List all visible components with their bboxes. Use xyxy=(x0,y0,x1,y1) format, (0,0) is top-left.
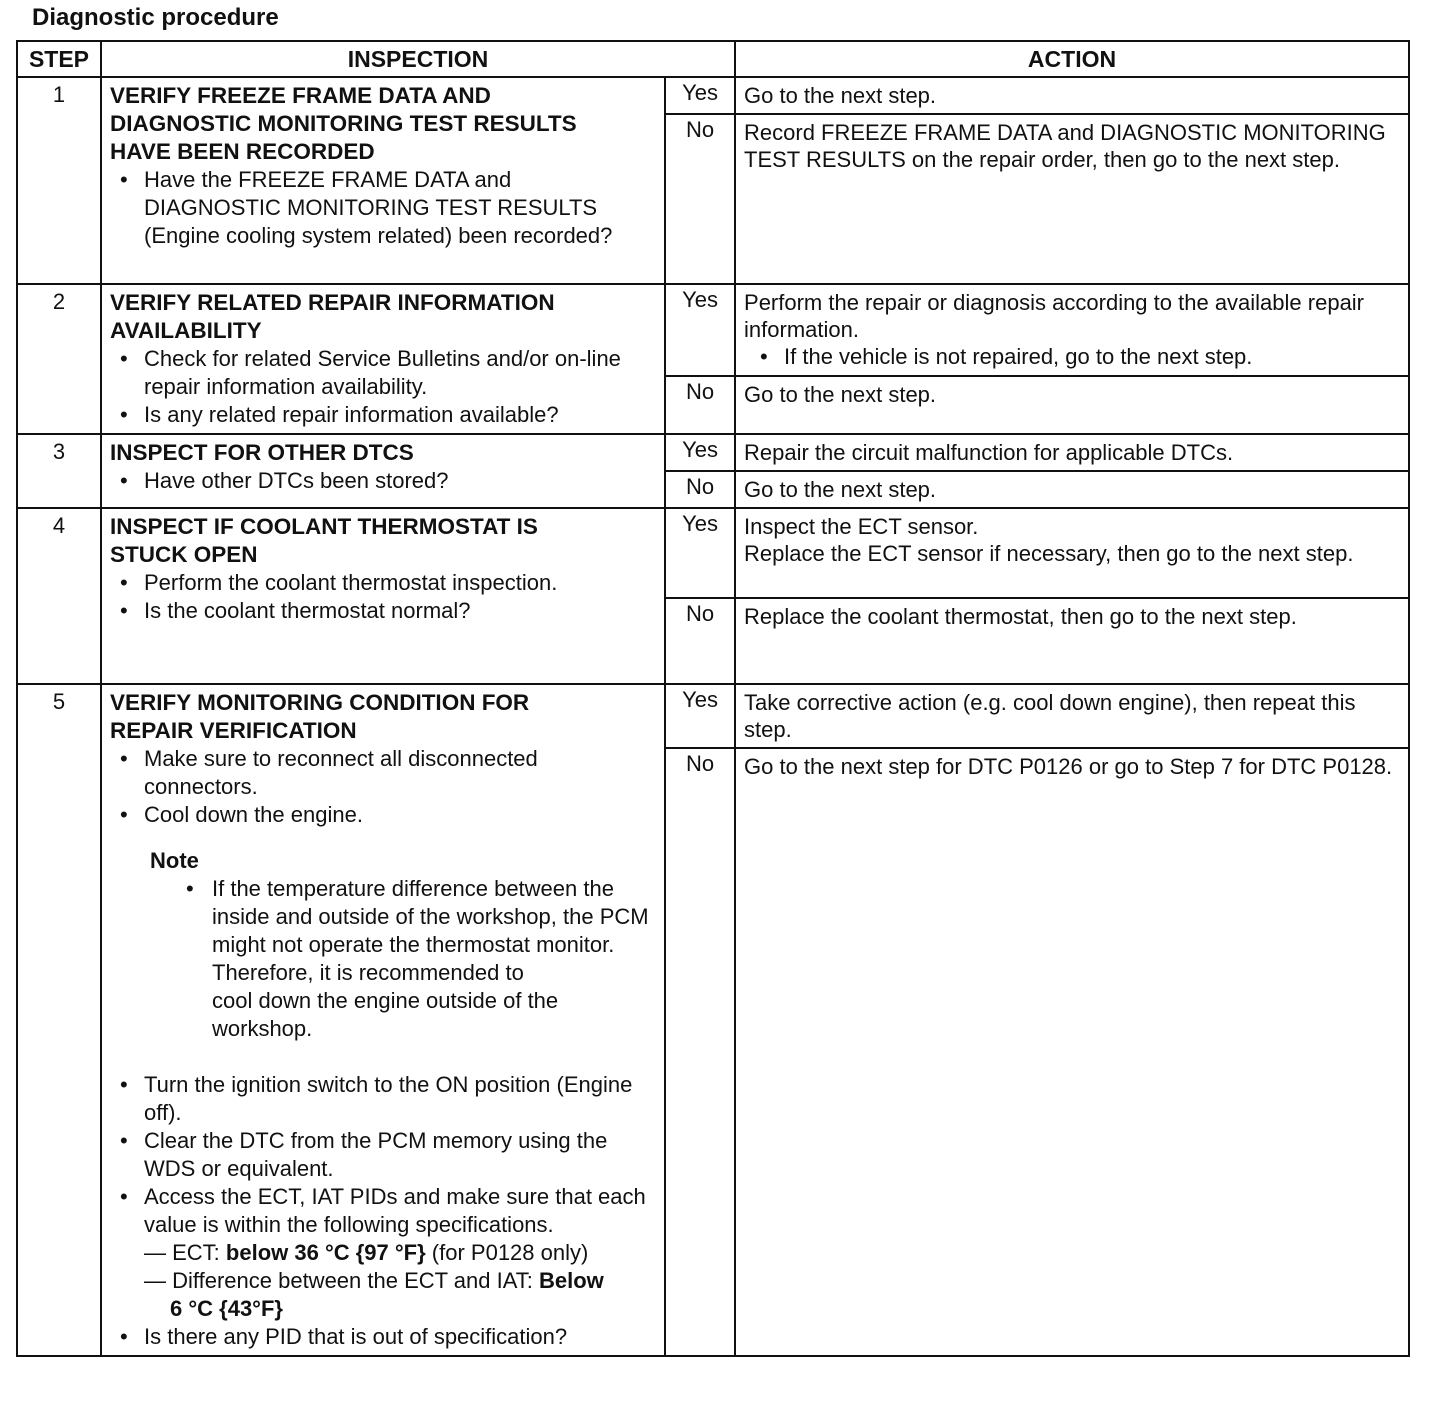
step-number: 2 xyxy=(17,284,101,434)
yes-label: Yes xyxy=(665,284,735,376)
table-row xyxy=(17,508,1409,598)
list-item: • Is any related repair information available? xyxy=(144,401,654,429)
header-action: ACTION xyxy=(735,41,1409,77)
step-inspection xyxy=(101,508,665,684)
list-item: • Have the FREEZE FRAME DATA and DIAGNOSTIC MONITORING TEST RESULTS (Engine cooling system related) been recorded? xyxy=(144,166,654,250)
step-bullets xyxy=(110,467,654,495)
list-item: • Check for related Service Bulletins and/or on-line repair information availability. xyxy=(144,345,654,401)
no-action: Go to the next step for DTC P0126 or go to Step 7 for DTC P0128. xyxy=(735,748,1409,1356)
step-bullets xyxy=(110,569,654,625)
header-inspection: INSPECTION xyxy=(101,41,735,77)
yes-label: Yes xyxy=(665,508,735,598)
step-number: 1 xyxy=(17,77,101,284)
step-number: 5 xyxy=(17,684,101,1356)
table-header-row xyxy=(17,41,1409,77)
yes-label: Yes xyxy=(665,77,735,114)
step-number: 4 xyxy=(17,508,101,684)
note-title: Note xyxy=(150,848,199,873)
step-title: INSPECT FOR OTHER DTCS xyxy=(110,440,414,465)
yes-action: Go to the next step. xyxy=(735,77,1409,114)
list-item: • If the vehicle is not repaired, go to the next step. xyxy=(784,343,1398,370)
table-row xyxy=(17,77,1409,114)
yes-action: Perform the repair or diagnosis according to the available repair information. • If the vehicle is not repaired, go to the next step. xyxy=(735,284,1409,376)
step-bullets xyxy=(110,166,654,250)
spec-difference: — Difference between the ECT and IAT: Below xyxy=(144,1268,604,1293)
step-inspection xyxy=(101,284,665,434)
list-item: • Have other DTCs been stored? xyxy=(144,467,654,495)
no-label: No xyxy=(665,471,735,508)
diagnostic-procedure-table xyxy=(16,40,1410,1357)
yes-action: Inspect the ECT sensor. Replace the ECT sensor if necessary, then go to the next step. xyxy=(735,508,1409,598)
spec-ect: — ECT: below 36 °C {97 °F} (for P0128 only) xyxy=(144,1240,589,1265)
step-bullets-after xyxy=(110,1071,654,1351)
note-list xyxy=(110,875,654,1043)
no-action: Go to the next step. xyxy=(735,471,1409,508)
step-title: INSPECT IF COOLANT THERMOSTAT IS STUCK OPEN xyxy=(110,514,538,567)
yes-action: Repair the circuit malfunction for applicable DTCs. xyxy=(735,434,1409,471)
list-item: • Access the ECT, IAT PIDs and make sure that each value is within the following specifications. — ECT: below 36 °C {97 °F} (for P0128 only) — Difference between the ECT and IAT: Below 6 °C {43°F} xyxy=(144,1183,654,1323)
no-label: No xyxy=(665,114,735,284)
table-row xyxy=(17,434,1409,471)
step-bullets xyxy=(110,745,654,829)
list-item: • Make sure to reconnect all disconnected connectors. xyxy=(144,745,654,801)
list-item: • Perform the coolant thermostat inspection. xyxy=(144,569,654,597)
list-item: • Turn the ignition switch to the ON position (Engine off). xyxy=(144,1071,654,1127)
no-label: No xyxy=(665,376,735,434)
list-item: • Is there any PID that is out of specification? xyxy=(144,1323,654,1351)
list-item: • Is the coolant thermostat normal? xyxy=(144,597,654,625)
no-action: Record FREEZE FRAME DATA and DIAGNOSTIC MONITORING TEST RESULTS on the repair order, then go to the next step. xyxy=(735,114,1409,284)
yes-action: Take corrective action (e.g. cool down engine), then repeat this step. xyxy=(735,684,1409,748)
yes-label: Yes xyxy=(665,434,735,471)
note-item: • If the temperature difference between the inside and outside of the workshop, the PCM might not operate the thermostat monitor. Therefore, it is recommended to cool down the engine outside of the workshop. xyxy=(212,875,654,1043)
page-title: Diagnostic procedure xyxy=(32,4,279,31)
table-row xyxy=(17,684,1409,748)
step-number: 3 xyxy=(17,434,101,508)
yes-label: Yes xyxy=(665,684,735,748)
step-inspection xyxy=(101,77,665,284)
no-label: No xyxy=(665,598,735,684)
step-title: VERIFY RELATED REPAIR INFORMATION AVAILABILITY xyxy=(110,290,555,343)
no-label: No xyxy=(665,748,735,1356)
header-step: STEP xyxy=(17,41,101,77)
table-row xyxy=(17,284,1409,376)
step-inspection xyxy=(101,684,665,1356)
no-action: Replace the coolant thermostat, then go to the next step. xyxy=(735,598,1409,684)
step-bullets xyxy=(110,345,654,429)
list-item: • Clear the DTC from the PCM memory using the WDS or equivalent. xyxy=(144,1127,654,1183)
step-inspection xyxy=(101,434,665,508)
step-title: VERIFY FREEZE FRAME DATA AND DIAGNOSTIC MONITORING TEST RESULTS HAVE BEEN RECORDED xyxy=(110,83,577,164)
list-item: • Cool down the engine. xyxy=(144,801,654,829)
no-action: Go to the next step. xyxy=(735,376,1409,434)
step-title: VERIFY MONITORING CONDITION FOR REPAIR VERIFICATION xyxy=(110,690,530,743)
